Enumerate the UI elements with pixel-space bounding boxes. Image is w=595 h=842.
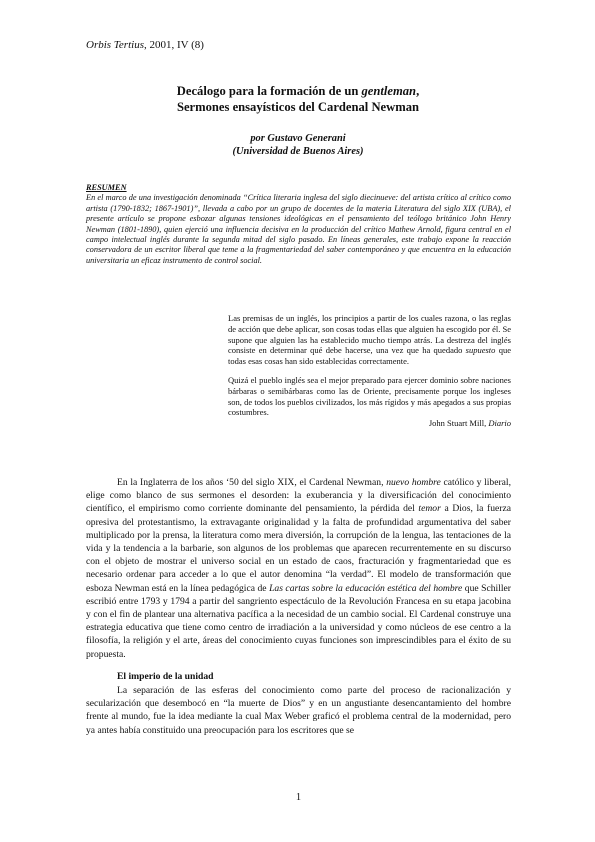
title-line-1-emphasis: gentleman — [361, 84, 417, 98]
author-name: por Gustavo Generani — [250, 133, 346, 144]
section-heading: El imperio de la unidad — [117, 670, 214, 682]
journal-name: Orbis Tertius — [86, 39, 144, 51]
epigraph-p1-emphasis: supuesto — [465, 345, 496, 356]
epigraph-p1-text-b: que todas esas cosas han sido establecidas correctamente. — [228, 345, 511, 367]
epigraph-paragraph-1 — [228, 313, 511, 367]
body-p1-emphasis-1: nuevo hombre — [386, 477, 441, 488]
journal-header — [86, 39, 204, 51]
epigraph-attribution — [228, 418, 511, 429]
title-line-1-text: Decálogo para la formación de un — [176, 84, 362, 98]
page-number: 1 — [295, 792, 302, 803]
abstract-heading: RESUMEN — [86, 183, 127, 192]
body-p1-text-b: católico y liberal, elige como blanco de sus sermones el desorden: la exuberancia y la diversificación del conocimiento científico, el empirismo como corriente dominante del pensamiento, la pérdida del — [86, 477, 511, 515]
title-line-1 — [86, 83, 510, 99]
title-line-1-suffix: , — [416, 84, 420, 98]
body-p1-text-c: a Dios, la fuerza opresiva del protestantismo, la extravagante originalidad y la falta de profundidad argumentativa del saber multiplicado por la prensa, la literatura como mera diversión, la corrupción de la lengua, las tentaciones de la vida y la tendencia a la barbarie, son algunos de los problemas que aparecen recurrentemente en su discurso con el objeto de mostrar el universo social en un estado de caos, fracturación y fragmentariedad que es necesario ordenar para acceder a lo que el autor denomina “la verdad”. El modelo de transformación que esboza Newman está en la línea pedagógica de — [86, 503, 511, 594]
title-line-2: Sermones ensayísticos del Cardenal Newman — [176, 100, 420, 114]
abstract-text: En el marco de una investigación denominada “Crítica literaria inglesa del siglo diecinueve: del artista crítico al crítico como artista (1790-1832; 1867-1901)”, llevada a cabo por un grupo de docentes de la materia Literatura del siglo XIX (UBA), el presente artículo se propone esbozar algunas tensiones ideológicas en el pensamiento del teólogo británico John Henry Newman (1801-1890), quien ejerció una influencia decisiva en la producción del crítico Mathew Arnold, figura central en el campo intelectual inglés durante la segunda mitad del siglo pasado. En líneas generales, este trabajo expone la reacción conservadora de un escritor liberal que teme a la fragmentariedad del saber contemporáneo y que encuentra en la educación universitaria un eficaz instrumento de control social. — [86, 193, 511, 265]
attribution-work: Diario — [488, 418, 511, 429]
author-affiliation: (Universidad de Buenos Aires) — [232, 146, 364, 157]
attribution-author: John Stuart Mill, — [428, 418, 489, 429]
journal-issue: , 2001, IV (8) — [143, 39, 204, 51]
body-paragraph-1 — [86, 476, 511, 661]
author-block — [86, 132, 510, 158]
body-p1-emphasis-3: Las cartas sobre la educación estética del hombre — [269, 582, 463, 594]
body-text — [86, 476, 511, 737]
article-title — [86, 83, 510, 115]
epigraph — [228, 313, 511, 437]
body-p1-text-d: que Schiller escribió entre 1793 y 1794 a partir del sangriento espectáculo de la Revolución Francesa en su etapa jacobina y con el fin de plantear una alternativa pacífica a la necesidad de un cambio social. El Cardenal construye una estrategia educativa que tiene como centro de irradiación a la universidad y como núcleos de ese centro a la filosofía, la religión y el arte, áreas del conocimiento cuyas funciones son imprescindibles para el éxito de su propuesta. — [86, 582, 511, 660]
epigraph-paragraph-2: Quizá el pueblo inglés sea el mejor preparado para ejercer dominio sobre naciones bárbaras o semibárbaras como las de Oriente, precisamente porque los ingleses son, de todos los pueblos civilizados, los más rígidos y más apegados a sus propias costumbres. — [228, 374, 511, 418]
body-p1-text-a: En la Inglaterra de los años ‘50 del siglo XIX, el Cardenal Newman, — [117, 477, 387, 488]
abstract — [86, 183, 511, 266]
epigraph-p1-text-a: Las premisas de un inglés, los principios a partir de los cuales razona, o las reglas de acción que debe aplicar, son cosas todas ellas que alguien ha escogido por él. Se supone que alguien las ha establecido mucho tiempo atrás. La destreza del inglés consiste en determinar qué debe hacerse, una vez que ha quedado — [228, 313, 511, 356]
body-p1-emphasis-2: temor — [418, 503, 441, 515]
body-paragraph-2: La separación de las esferas del conocimiento como parte del proceso de racionalización y secularización que desembocó en “la muerte de Dios” y en un angustiante desencantamiento del hombre frente al mundo, fue la idea mediante la cual Max Weber graficó el problema central de la modernidad, pero ya antes había constituido una preocupación para los escritores que se — [86, 685, 511, 736]
